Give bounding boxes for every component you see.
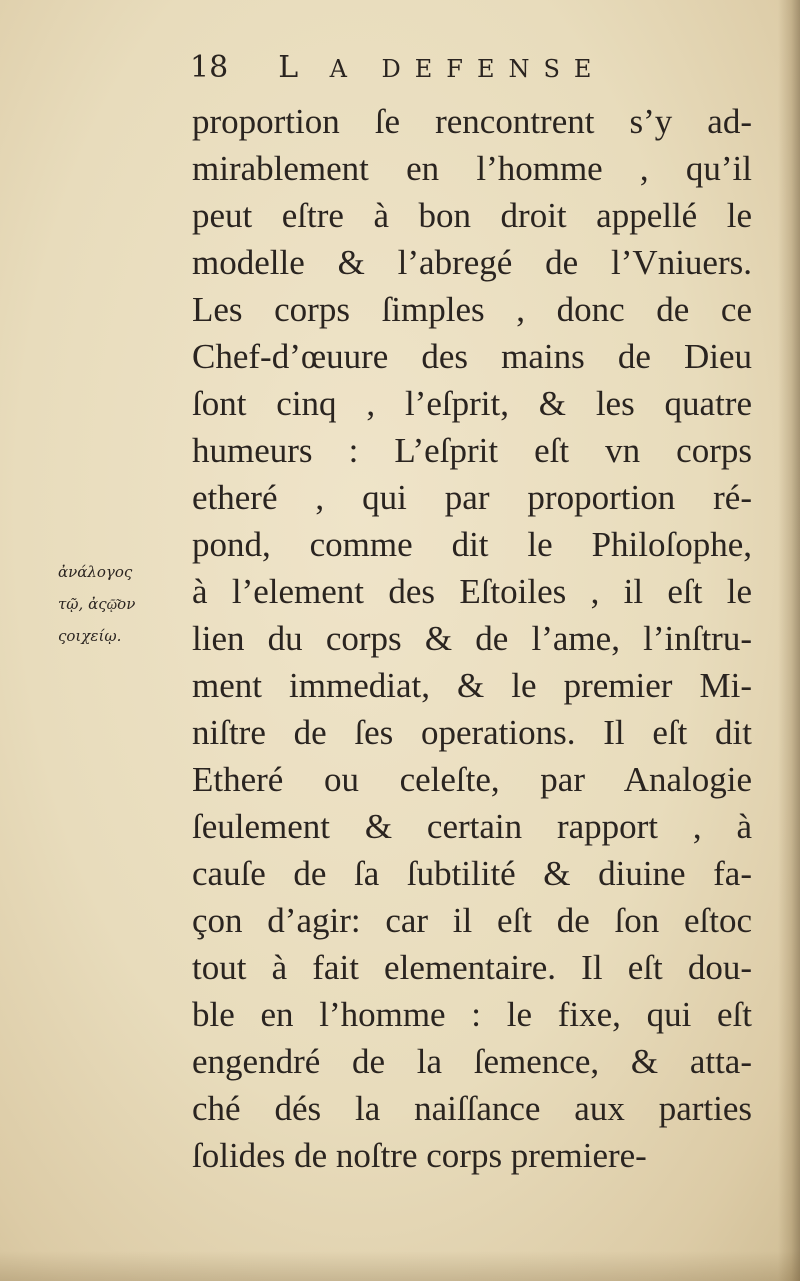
text-line: cauſe de ſa ſubtilité & diuine fa- bbox=[192, 854, 752, 893]
running-head-word: DEFENSE bbox=[381, 55, 606, 83]
text-line: niſtre de ſes operations. Il eſt dit bbox=[192, 713, 752, 752]
text-line: ment immediat, & le premier Mi- bbox=[192, 666, 752, 705]
text-line: peut eſtre à bon droit appellé le bbox=[192, 196, 752, 235]
text-line: proportion ſe rencontrent s’y ad- bbox=[192, 102, 752, 141]
page-number: 18 bbox=[190, 50, 229, 85]
text-line: ſeulement & certain rapport , à bbox=[192, 807, 752, 846]
text-line: Etheré ou celeſte, par Analogie bbox=[192, 760, 752, 799]
text-line: etheré , qui par proportion ré- bbox=[192, 478, 752, 517]
running-head-article: A bbox=[329, 55, 361, 83]
text-line: Les corps ſimples , donc de ce bbox=[192, 290, 752, 329]
text-line: à l’element des Eſtoiles , il eſt le bbox=[192, 572, 752, 611]
text-line: engendré de la ſemence, & atta- bbox=[192, 1042, 752, 1081]
page-edge-shadow bbox=[778, 0, 800, 1281]
text-line: çon d’agir: car il eſt de ſon eſtoc bbox=[192, 901, 752, 940]
body-text bbox=[192, 98, 752, 1179]
text-line: ché dés la naiſſance aux parties bbox=[192, 1089, 752, 1128]
running-head-initial: L bbox=[278, 50, 310, 85]
text-line: modelle & l’abregé de l’Vniuers. bbox=[192, 243, 752, 282]
text-line: ble en l’homme : le fixe, qui eſt bbox=[192, 995, 752, 1034]
text-line: lien du corps & de l’ame, l’inſtru- bbox=[192, 619, 752, 658]
marginal-note-line: ςοιχείῳ. bbox=[58, 627, 122, 645]
text-line: ſont cinq , l’eſprit, & les quatre bbox=[192, 384, 752, 423]
page-bottom-shadow bbox=[0, 1251, 800, 1281]
text-line: tout à fait elementaire. Il eſt dou- bbox=[192, 948, 752, 987]
text-line: mirablement en l’homme , qu’il bbox=[192, 149, 752, 188]
text-line: pond, comme dit le Philoſophe, bbox=[192, 525, 752, 564]
text-line: ſolides de noſtre corps premiere- bbox=[192, 1136, 647, 1175]
marginal-note-line: ἀνάλογος bbox=[58, 563, 133, 581]
text-line: Chef-d’œuure des mains de Dieu bbox=[192, 337, 752, 376]
running-head bbox=[278, 50, 605, 85]
marginal-note-line: τῷ, ἀςῷ͂ον bbox=[58, 595, 136, 613]
marginal-note bbox=[58, 556, 188, 652]
page-header bbox=[190, 50, 750, 90]
text-line: humeurs : L’eſprit eſt vn corps bbox=[192, 431, 752, 470]
